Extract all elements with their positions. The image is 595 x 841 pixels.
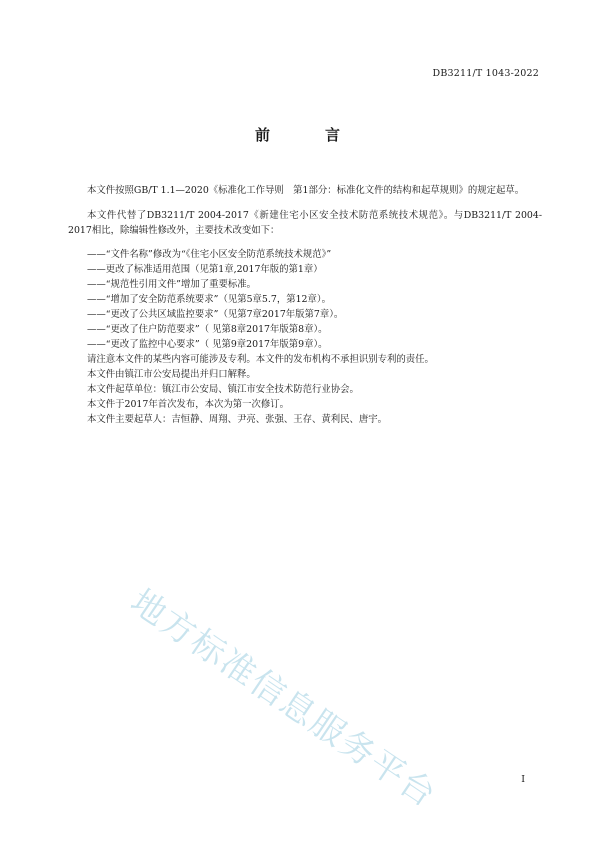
drafting-units: 本文件起草单位：镇江市公安局、镇江市安全技术防范行业协会。	[87, 384, 359, 396]
change-item: ——“更改了监控中心要求”（ 见第9章2017年版第9章）。	[87, 339, 328, 351]
change-item: ——“更改了住户防范要求”（ 见第8章2017年版第8章）。	[87, 324, 328, 336]
proposer-statement: 本文件由镇江市公安局提出并归口解释。	[87, 369, 256, 381]
publication-history: 本文件于2017年首次发布，本次为第一次修订。	[87, 399, 289, 411]
paragraph-replacement: 本文件代替了DB3211/T 2004-2017《新建住宅小区安全技术防范系统技术规范》。与DB3211/T 2004-2017相比，除编辑性修改外，主要技术改变如下：	[68, 209, 542, 236]
change-item: ——更改了标准适用范围（见第1章,2017年版的第1章）	[87, 264, 323, 276]
page-title: 前 言	[254, 126, 360, 144]
document-body	[68, 174, 542, 427]
paragraph-basis: 本文件按照GB/T 1.1—2020《标准化工作导则 第1部分：标准化文件的结构和起草规则》的规定起草。	[87, 185, 525, 197]
change-item: ——“文件名称”修改为“《住宅小区安全防范系统技术规范》”	[87, 249, 332, 261]
change-item: ——“增加了安全防范系统要求”（见第5章5.7，第12章）。	[87, 294, 331, 306]
change-item: ——“规范性引用文件”增加了重要标准。	[87, 279, 256, 291]
patent-notice: 请注意本文件的某些内容可能涉及专利。本文件的发布机构不承担识别专利的责任。	[87, 354, 434, 366]
watermark: 地方标准信息服务平台	[123, 581, 444, 817]
page-number: I	[521, 774, 525, 785]
document-code: DB3211/T 1043-2022	[432, 68, 539, 79]
change-item: ——“更改了公共区域监控要求”（见第7章2017年版第7章）。	[87, 309, 344, 321]
main-drafters: 本文件主要起草人：吉恒静、周翔、尹亮、张强、王存、黄利民、唐宇。	[87, 414, 388, 426]
